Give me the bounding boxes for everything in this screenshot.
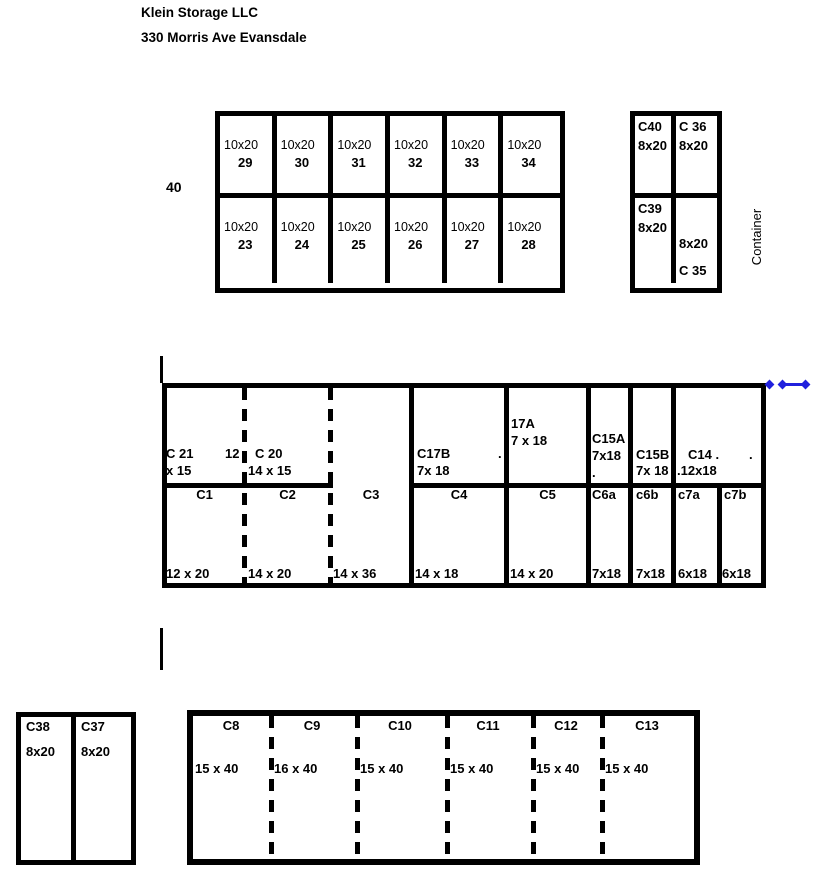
container-block bbox=[630, 111, 722, 293]
unit-c11-label: C11 bbox=[476, 718, 500, 733]
unit-c14-label: C14 . bbox=[688, 447, 720, 462]
unit-c7b-size: 6x18 bbox=[722, 566, 751, 581]
unit-c8-size: 15 x 40 bbox=[195, 761, 239, 776]
unit-c6a-size: 7x18 bbox=[592, 566, 621, 581]
company-address: 330 Morris Ave Evansdale bbox=[141, 30, 307, 45]
unit-c21-label: C 21 bbox=[166, 446, 194, 461]
unit-c8-label: C8 bbox=[222, 718, 240, 733]
unit-33: 10x20 33 bbox=[447, 116, 504, 198]
unit-c36: C 36 8x20 bbox=[676, 116, 717, 198]
wall-tick-bottom bbox=[160, 628, 163, 670]
unit-c6a-label: C6a bbox=[592, 487, 616, 502]
unit-block-23-34 bbox=[215, 111, 565, 293]
unit-c7a-label: c7a bbox=[678, 487, 700, 502]
unit-c6b-label: c6b bbox=[636, 487, 659, 502]
unit-c7b-label: c7b bbox=[724, 487, 747, 502]
selection-handle-end[interactable] bbox=[801, 380, 811, 390]
unit-c13-label: C13 bbox=[635, 718, 659, 733]
unit-26: 10x20 26 bbox=[390, 198, 447, 283]
dashed-wall-c8-c9 bbox=[269, 716, 274, 859]
unit-c10-size: 15 x 40 bbox=[360, 761, 404, 776]
unit-c20-label: C 20 bbox=[255, 446, 283, 461]
unit-c15a-dot: . bbox=[592, 465, 596, 480]
unit-c5-label: C5 bbox=[539, 487, 556, 502]
unit-c4-size: 14 x 18 bbox=[415, 566, 459, 581]
unit-27: 10x20 27 bbox=[447, 198, 504, 283]
unit-c10-label: C10 bbox=[388, 718, 412, 733]
unit-c15b-label: C15B bbox=[636, 447, 670, 462]
unit-29: 10x20 29 bbox=[220, 116, 277, 198]
unit-block-c8-c13 bbox=[187, 710, 700, 865]
unit-c21-size: x 15 bbox=[166, 463, 192, 478]
unit-c9-label: C9 bbox=[303, 718, 321, 733]
unit-c15b-size: 7x 18 bbox=[636, 463, 669, 478]
unit-c20-size: 14 x 15 bbox=[248, 463, 292, 478]
unit-17a-label: 17A bbox=[511, 416, 535, 431]
unit-c9-size: 16 x 40 bbox=[274, 761, 318, 776]
unit-31: 10x20 31 bbox=[333, 116, 390, 198]
unit-c2-size: 14 x 20 bbox=[248, 566, 292, 581]
row-depth-label-40: 40 bbox=[166, 179, 182, 195]
unit-c37: C37 8x20 bbox=[81, 719, 110, 759]
unit-c14-dot: . bbox=[749, 447, 753, 462]
unit-30: 10x20 30 bbox=[277, 116, 334, 198]
dashed-wall-c12-c13 bbox=[600, 716, 605, 859]
unit-23: 10x20 23 bbox=[220, 198, 277, 283]
unit-c38: C38 8x20 bbox=[21, 717, 76, 860]
selection-handle-mid[interactable] bbox=[778, 380, 788, 390]
unit-c17b-label: C17B bbox=[417, 446, 451, 461]
unit-c5-size: 14 x 20 bbox=[510, 566, 554, 581]
unit-c4-label: C4 bbox=[450, 487, 468, 502]
unit-c12-size: 15 x 40 bbox=[536, 761, 580, 776]
selection-handle-start[interactable] bbox=[765, 380, 775, 390]
unit-32: 10x20 32 bbox=[390, 116, 447, 198]
unit-c12-label: C12 bbox=[554, 718, 578, 733]
unit-c13-size: 15 x 40 bbox=[605, 761, 649, 776]
unit-c6b-size: 7x18 bbox=[636, 566, 665, 581]
unit-c1-label: C1 bbox=[196, 487, 213, 502]
unit-c17b-dot: . bbox=[498, 446, 502, 461]
unit-c17b-size: 7x 18 bbox=[417, 463, 450, 478]
unit-c3-size: 14 x 36 bbox=[333, 566, 377, 581]
unit-c2-label: C2 bbox=[279, 487, 296, 502]
container-side-label: Container bbox=[749, 208, 764, 266]
unit-28: 10x20 28 bbox=[507, 220, 542, 252]
unit-c39: C39 8x20 bbox=[635, 198, 676, 283]
unit-24: 10x20 24 bbox=[277, 198, 334, 283]
dashed-wall-c10-c11 bbox=[445, 716, 450, 859]
dashed-wall-c9-c10 bbox=[355, 716, 360, 859]
unit-25: 10x20 25 bbox=[333, 198, 390, 283]
unit-c7a-size: 6x18 bbox=[678, 566, 707, 581]
unit-block-c38-c37 bbox=[16, 712, 136, 865]
unit-c40: C40 8x20 bbox=[635, 116, 676, 198]
dashed-wall-c11-c12 bbox=[531, 716, 536, 859]
unit-17a-size: 7 x 18 bbox=[511, 433, 548, 448]
unit-c15a-size: 7x18 bbox=[592, 448, 621, 463]
unit-c14-size: .12x18 bbox=[677, 463, 717, 478]
company-title: Klein Storage LLC bbox=[141, 5, 259, 20]
unit-c3-label: C3 bbox=[362, 487, 380, 502]
unit-c21-width-note: 12 bbox=[225, 446, 240, 461]
unit-c11-size: 15 x 40 bbox=[450, 761, 494, 776]
unit-34: 10x20 34 bbox=[503, 116, 560, 198]
unit-c1-size: 12 x 20 bbox=[166, 566, 210, 581]
unit-c35: 8x20 C 35 bbox=[679, 236, 708, 278]
unit-c15a-label: C15A bbox=[592, 431, 626, 446]
wall-tick-top bbox=[160, 356, 163, 383]
